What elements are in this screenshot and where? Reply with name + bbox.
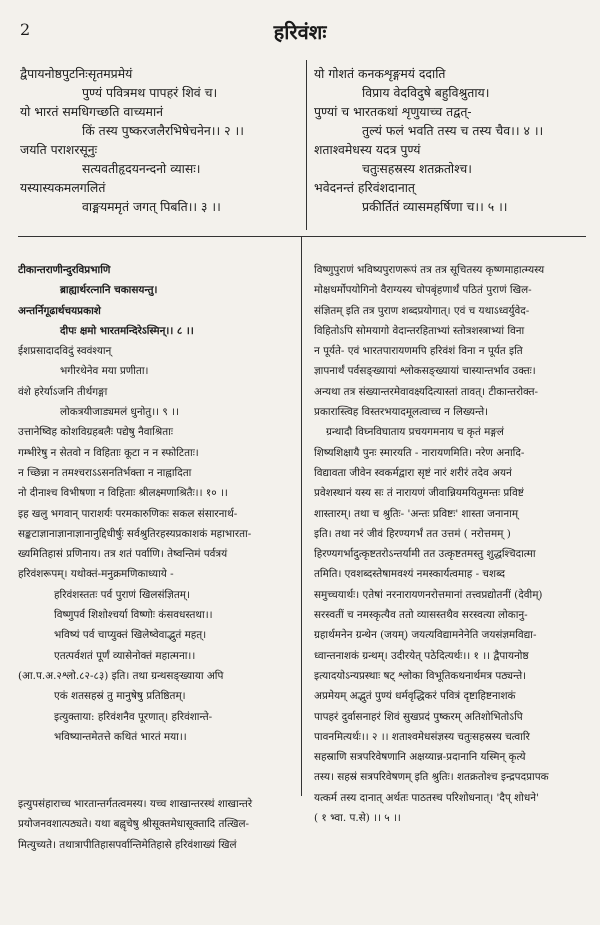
commentary-line: हिरण्यगर्भादुत्कृष्टतरोऽन्तर्यामी तत उत्कृष्टतमस्तु शुद्धश्चिदात्मा xyxy=(314,548,536,561)
verse-line: वाङ्मयममृतं जगत् पिबति।। ३ ।। xyxy=(82,199,221,214)
verse-line: विप्राय वेदविदुषे बहुविश्रुताय। xyxy=(362,85,490,100)
commentary-line: न पूर्यते- एवं भारतपारायणमपि हरिवंशं विना न पूर्यत इति xyxy=(314,345,523,358)
commentary-line: विष्णुपर्व शिशोश्चर्या विष्णोः कंसवधस्तथा।। xyxy=(54,609,213,622)
section-divider xyxy=(18,236,586,237)
commentary-line: पापहरं दुर्वासनाहरं शिवं सुखप्रदं पुष्करम् अतिशोभितोऽपि xyxy=(314,710,523,723)
commentary-line: पावनमित्यर्थः।। २ ।। शताश्वमेधसंज्ञस्य चतुःसहस्रस्य चत्वारि xyxy=(314,730,530,743)
commentary-line: सहस्राणि सत्रपरिवेषणानि अक्षय्यान्न-प्रदानानि यस्मिन् कृत्ये xyxy=(314,751,526,764)
verse-line: भवेदनन्तं हरिवंशदानात् xyxy=(314,180,415,195)
commentary-line: ख्यमितिहासं प्रणिनाय। तत्र शतं पर्वाणि। तेष्वन्तिमं पर्वत्रयं xyxy=(18,548,228,561)
column-divider-bottom xyxy=(301,236,302,796)
commentary-line: टीकान्तराणीन्दुरविप्रभाणि xyxy=(18,264,111,276)
commentary-line: नो दीनाश्च विभीषणा न विहिताः श्रीलक्ष्मणाश्रितैः।। १० ।। xyxy=(18,487,228,500)
commentary-left xyxy=(18,260,296,747)
commentary-line: इत्युक्ताया: हरिवंशनैव पूरणात्। हरिवंशान्ते- xyxy=(54,710,213,723)
commentary-line: तस्य। सहस्रं सत्रपरिवेषणम् इति श्रुतिः। शतक्रतोश्च इन्द्रपदप्रापक xyxy=(314,771,549,784)
commentary-line: यत्कर्म तस्य दानात् अर्थतः पाठतस्च परिशोधनात्। 'दैप् शोधने' xyxy=(314,791,539,804)
commentary-line: ध्वान्तनाशकं ग्रन्थम्। उदीरयेत् पठेदित्यर्थः।। १ ।। द्वैपायनोष्ठ xyxy=(314,649,529,662)
commentary-line: गम्भीरेषु न सेतवो न विहिताः कूटा न न स्फोटिताः। xyxy=(18,446,199,459)
commentary-line: इत्यादयोऽन्यप्रस्थाः षट् श्लोका विभूतिकथनार्थमत्र पठ्यन्ते। xyxy=(314,669,527,682)
verse-line: द्वैपायनोष्ठपुटनिःसृतमप्रमेयं xyxy=(20,66,133,81)
verse-line: पुण्यं पवित्रमथ पापहरं शिवं च। xyxy=(82,85,218,100)
verse-line: यस्यास्यकमलगलितं xyxy=(20,180,106,195)
verse-line: यो गोशतं कनकशृङ्गमयं ददाति xyxy=(314,66,446,81)
commentary-line: मोक्षधर्मोपयोगिनो वैराग्यस्य चोपबृंहणार्थं पठितं पुराणं खिल- xyxy=(314,284,532,297)
commentary-line: अन्यथा तत्र संख्यान्तरमेवावक्ष्यदित्यास्तां तावत्। टीकान्तरोक्त- xyxy=(314,385,539,398)
commentary-line: भविष्यं पर्व चाप्युक्तं खिलेष्वेवाद्भुतं महत्। xyxy=(54,629,207,642)
commentary-line: विद्यावता जीवेन स्वकर्मद्वारा सृष्टं नारं शरीरं तदेव अयनं xyxy=(314,466,512,479)
commentary-line: समुच्चयार्थः। एतेषां नरनारायणनरोत्तमानां तत्त्वप्रद्योतनीं (देवीम्) xyxy=(314,588,543,601)
commentary-line: ग्रहार्थमनेन ग्रन्थेन (जयम्) जयत्यविद्यामनेनेति जयसंज्ञमविद्या- xyxy=(314,629,537,642)
commentary-line: (आ.प.अ.२श्लो.८२-८३) इति। तथा ग्रन्थसङ्ख्याया अपि xyxy=(18,669,224,682)
verse-line: तुल्यं फलं भवति तस्य च तस्य चैव।। ४ ।। xyxy=(362,123,544,138)
commentary-line: वंशे हरेर्याऽजनि तीर्थगङ्गा xyxy=(18,385,108,398)
commentary-line: शास्तारम्। तथा च श्रुतिः- 'अन्तः प्रविष्टः' शास्ता जनानाम् xyxy=(314,507,519,520)
commentary-line: इति। तथा नरं जीवं हिरण्यगर्भं तत उत्तमं ( नरोत्तमम् ) xyxy=(314,527,511,540)
commentary-line: तमिति। एवशब्दस्तेषामवश्यं नमस्कार्यत्वमाह - चशब्द xyxy=(314,568,506,581)
column-divider-top xyxy=(306,60,307,230)
commentary-line: हरिवंशस्ततः पर्व पुराणं खिलसंज्ञितम्। xyxy=(54,588,190,601)
verse-line: जयति पराशरसूनुः xyxy=(20,142,98,157)
verse-line: सत्यवतीहृदयनन्दनो व्यासः। xyxy=(82,161,201,176)
commentary-line: शिष्यशिक्षायै पुनः स्मारयति - नारायणमिति। नरेण अनादि- xyxy=(314,446,525,459)
commentary-line: ग्रन्थादौ विघ्नविघाताय प्रचयगमनाय च कृतं मङ्गलं xyxy=(326,426,504,439)
commentary-line: अप्रमेयम् अद्भुतं पुण्यं धर्मवृद्धिकरं पवित्रं दृष्टाहिष्टनाशकं xyxy=(314,690,516,703)
commentary-line: प्रयोजनवशात्पठ्यते। यथा बह्वृचेषु श्रीसूक्तमेधासूक्तादि तत्खिल- xyxy=(18,818,250,831)
commentary-line: उत्तानेष्विह कोशविग्रहबलैः पद्येषु नैवाश्रिताः xyxy=(18,426,173,439)
commentary-line: भगीरथेनेव मया प्रणीता। xyxy=(60,365,149,378)
commentary-line: भविष्यान्तमेतत्ते कथितं भारतं मया।। xyxy=(54,730,187,743)
commentary-line: इह खलु भगवान् पाराशर्यः परमकारुणिकः सकल संसारनार्थ- xyxy=(18,507,238,520)
commentary-line: प्रवेशस्थानं यस्य सः तं नारायणं जीवान्नियमयितुमन्तः प्रविष्टं xyxy=(314,487,524,500)
verse-block-right xyxy=(314,64,594,216)
commentary-line: ( १ भ्वा. प.से) ।। ५ ।। xyxy=(314,812,401,825)
commentary-line: हरिवंशरूपम्। यथोक्तं-मनुक्रमणिकाध्याये - xyxy=(18,568,174,581)
commentary-line: ब्राह्यार्थरत्नानि चकासयन्तु। xyxy=(60,284,158,297)
commentary-line: ज्ञापनार्थं पर्वसङ्ख्यायां श्लोकसङ्ख्यायां चास्यान्तर्भाव उक्तः। xyxy=(314,365,536,378)
verse-line: चतुःसहस्रस्य शतक्रतोश्च। xyxy=(362,161,472,176)
verse-line: प्रकीर्तितं व्यासमहर्षिणा च।। ५ ।। xyxy=(362,199,508,214)
commentary-line: अन्तर्निगूढार्थचयप्रकाशे xyxy=(18,304,101,317)
commentary-bottom xyxy=(18,794,300,855)
commentary-line: विहितोऽपि सोमयागो वेदान्तरहिताभ्यां स्तोत्रशस्त्राभ्यां विना xyxy=(314,324,525,337)
page-title: हरिवंशः xyxy=(273,20,327,44)
commentary-line: संज्ञितम् इति तत्र पुराण शब्दप्रयोगात्। एवं च यथाऽध्वर्युवेद- xyxy=(314,304,530,317)
commentary-line: न च्छिन्ना न तमश्चराऽऽसनतिर्भक्ता न नाह्वादिता xyxy=(18,466,192,479)
commentary-line: विष्णुपुराणं भविष्यपुराणरूपं तत्र तत्र सूचितस्य कृष्णमाहात्म्यस्य xyxy=(314,264,545,276)
verse-block-left xyxy=(20,64,300,216)
commentary-line: लोकत्रयीजाड्यमलं धुनोतु।। ९ ।। xyxy=(60,406,179,419)
commentary-line: इत्युपसंहाराच्च भारतान्तर्गतत्वमस्य। यच्च शाखान्तरस्थं शाखान्तरे xyxy=(18,798,253,810)
commentary-line: एकं शतसहस्रं तु मानुषेषु प्रतिष्ठितम्। xyxy=(54,690,186,703)
commentary-line: प्रकारास्त्विह विस्तरभयादमूलत्वाच्च न लिख्यन्ते। xyxy=(314,406,489,419)
verse-line: पुण्यां च भारतकथां शृणुयाच्च तद्वत्- xyxy=(314,104,472,119)
commentary-line: ईशप्रसादादविदुं स्ववंश्यान् xyxy=(18,345,112,358)
commentary-line: सङ्कटाज्ञानाज्ञानाज्ञानानुद्दिधीर्षुः सर्वश्रुतिरहस्यप्रकाशकं महाभारता- xyxy=(18,527,252,540)
verse-line: शताश्वमेधस्य यदत्र पुण्यं xyxy=(314,142,421,157)
commentary-line: सरस्वतीं च नमस्कृत्यैव ततो व्यासस्तथैव सरस्वत्या लोकानु- xyxy=(314,609,528,622)
commentary-line: एतत्पर्वशतं पूर्णं व्यासेनोक्तं महात्मना।। xyxy=(54,649,196,662)
commentary-line: दीपः क्षमो भारतमन्दिरेऽस्मिन्।। ८ ।। xyxy=(60,324,194,337)
page-number: 2 xyxy=(20,20,31,39)
commentary-right xyxy=(314,260,590,828)
commentary-line: मित्युच्यते। तथात्रापीतिहासपर्वान्तिमेतिहासे हरिवंशाख्यं खिलं xyxy=(18,838,237,851)
verse-line: किं तस्य पुष्करजलैरभिषेचनेन।। २ ।। xyxy=(82,123,244,138)
verse-line: यो भारतं समधिगच्छति वाच्यमानं xyxy=(20,104,164,119)
